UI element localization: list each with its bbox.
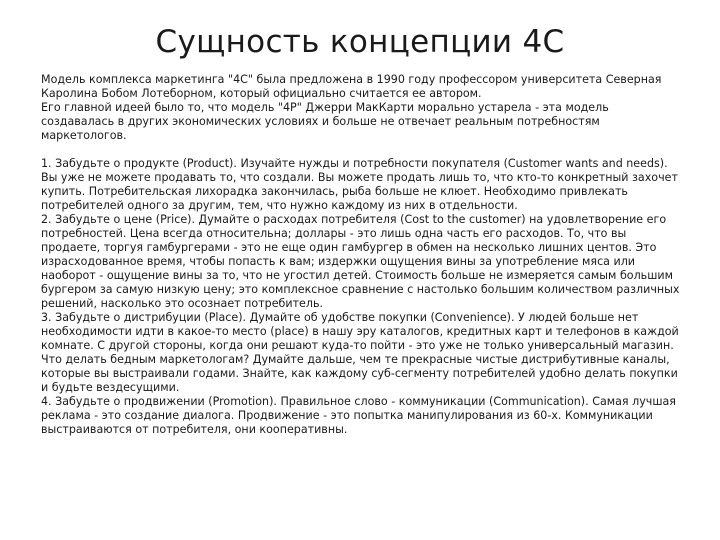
item-term2: (Cost to the customer): [400, 213, 526, 226]
item-lead: 4. Забудьте о продвижении: [41, 395, 209, 408]
item-mid: . Правильное слово - коммуникации: [273, 395, 490, 408]
item-product: [41, 157, 683, 213]
slide-body: [41, 73, 683, 437]
intro-paragraph-1: Модель комплекса маркетинга "4С" была предложена в 1990 году профессором университета Северная Каролина Бобом Лотеборном, который официально считается ее автором.: [41, 73, 662, 100]
item-lead: 1. Забудьте о продукте: [41, 157, 183, 170]
item-text: . Вы уже не можете продавать то, что создали. Вы можете продать лишь то, что кто-то конкретный захочет купить. Потребительская лихорадка закончилась, рыба больше не клюет. Необходимо привлекать потребителей одного за другим, тем, что нужно каждому из них в отдельности.: [41, 157, 678, 212]
item-text: . Самая лучшая реклама - это создание диалога. Продвижение - это попытка манипулирования из 60-х. Коммуникации выстраиваются от потребителя, они кооперативны.: [41, 395, 676, 436]
item-mid: . Думайте об удобстве покупки: [242, 311, 431, 324]
item-term: (Promotion): [208, 395, 274, 408]
item-term2: (Customer wants and needs): [503, 157, 665, 170]
slide-title: Сущность концепции 4С: [155, 24, 565, 60]
paragraph-spacer: [41, 143, 683, 157]
item-text: на удовлетворение его потребностей. Цена всегда относительна; доллары - это лишь одна часть его расходов. То, что вы продаете, торгуя гамбургерами - это не еще один гамбургер в обмен на несколько лишних центов. Это израсходованное время, чтобы попасть к вам; издержки ощущения вины за употребление мяса или наоборот - ощущение вины за то, что не угостил детей. Стоимость больше не измеряется самым большим бургером за самую низкую цену; это комплексное сравнение с настолько большим количеством различных решений, насколько это осознает потребитель.: [41, 213, 680, 310]
item-mid: . Думайте о расходах потребителя: [191, 213, 401, 226]
item-text: . У людей больше нет необходимости идти в какое-то место (place) в нашу эру каталогов, кредитных карт и телефонов в каждой комнате. С другой стороны, когда они решают куда-то пойти - это уже не только универсальный магазин. Что делать бедным маркетологам? Думайте дальше, чем те прекрасные чистые дистрибутивные каналы, которые вы выстраивали годами. Знайте, как каждому суб-сегменту потребителей удобно делать покупки и будьте вездесущими.: [41, 311, 679, 394]
item-place: [41, 311, 683, 395]
intro-paragraph-2: Его главной идеей было то, что модель "4Р" Джерри МакКарти морально устарела - эта модель создавалась в других экономических условиях и больше не отвечает реальным потребностям маркетологов.: [41, 101, 609, 142]
item-term: (Product): [182, 157, 234, 170]
item-mid: . Изучайте нужды и потребности покупателя: [233, 157, 504, 170]
item-term: (Place): [204, 311, 243, 324]
item-price: [41, 213, 683, 311]
item-term2: (Communication): [489, 395, 586, 408]
item-promotion: [41, 395, 683, 437]
item-lead: 2. Забудьте о цене: [41, 213, 156, 226]
item-term: (Price): [155, 213, 192, 226]
item-lead: 3. Забудьте о дистрибуции: [41, 311, 205, 324]
item-term2: (Convenience): [430, 311, 511, 324]
